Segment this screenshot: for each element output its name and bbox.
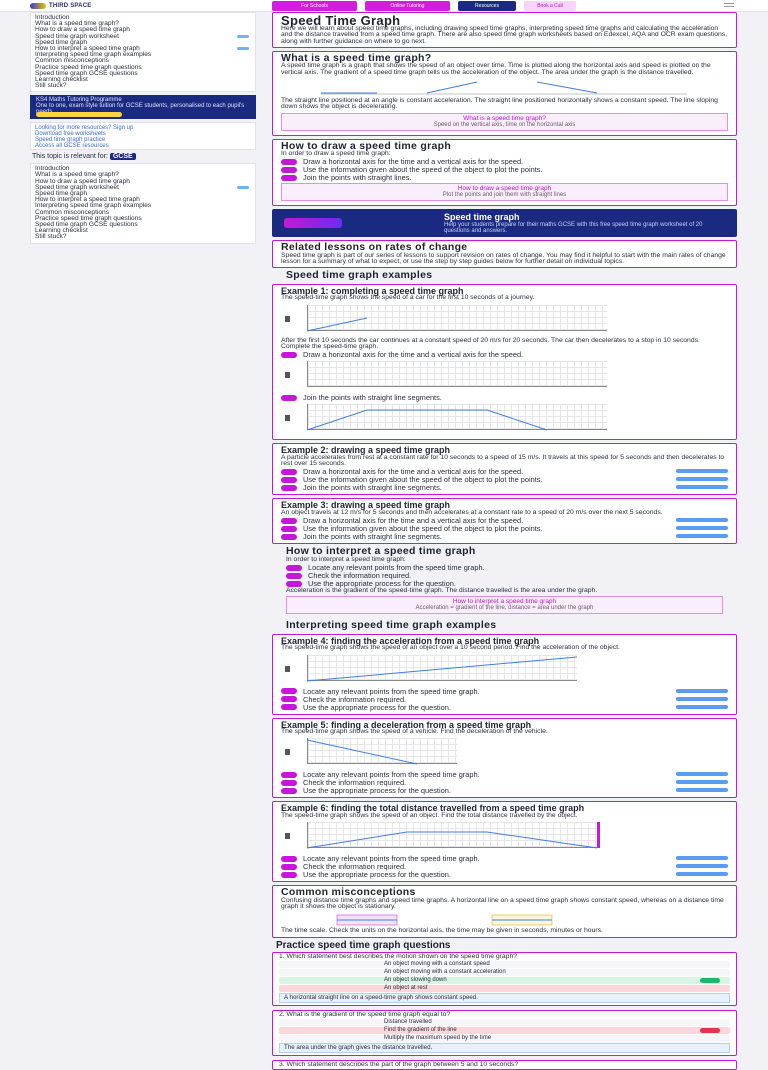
- step-number: [281, 167, 297, 173]
- nav-tab-book-call[interactable]: Book a Call: [524, 1, 576, 11]
- step-number: [281, 518, 297, 524]
- promo-button[interactable]: [36, 112, 122, 117]
- answer-label: An object at rest: [384, 984, 428, 991]
- show-step-button[interactable]: [676, 518, 728, 522]
- logo-icon: [30, 3, 46, 9]
- step-item: [281, 688, 728, 695]
- practice-question-2: [272, 1010, 737, 1056]
- axis-label-icon: [285, 316, 290, 322]
- step-text: Check the information required.: [303, 778, 407, 788]
- step-text: Check the information required.: [308, 571, 412, 581]
- step-item: [281, 855, 728, 862]
- step-number: [281, 780, 297, 786]
- nav-tab-schools[interactable]: For Schools: [272, 1, 357, 11]
- example-text: The speed-time graph shows the speed of a vehicle. Find the deceleration of the vehicle.: [281, 728, 548, 736]
- comparison-graphs-icon: [307, 913, 707, 927]
- intro-card: [272, 12, 737, 48]
- how-to-draw-card: [272, 139, 737, 207]
- step-number: [286, 573, 302, 579]
- toc-item[interactable]: Introduction: [35, 165, 70, 173]
- step-item: [281, 779, 728, 786]
- worksheet-icon: [284, 218, 342, 228]
- resource-link[interactable]: Access all GCSE resources: [35, 143, 109, 150]
- step-number: [281, 788, 297, 794]
- intro-text: Here we will learn about speed time graphs, including drawing speed time graphs, interpreting speed time graphs and calculating the acceleration and the distance travelled from a speed time graph. There are also speed time graph worksheets based on Edexcel, AQA and OCR exam questions, along with further guidance on where to go next.: [281, 25, 728, 45]
- axis-label-icon: [285, 372, 290, 378]
- example-3-card: [272, 498, 737, 544]
- wrong-icon: [700, 1028, 720, 1033]
- step-text: Locate any relevant points from the speed time graph.: [303, 686, 480, 696]
- practice-heading: Practice speed time graph questions: [276, 939, 451, 951]
- answer-option[interactable]: Multiply the maximum speed by the time: [279, 1035, 730, 1042]
- top-bar: [0, 0, 768, 12]
- example-text: An object travels at 12 m/s for 5 seconds and then accelerates at a constant rate to a speed of 20 m/s over the next 5 seconds.: [281, 508, 663, 516]
- section-text: The time scale. Check the units on the horizontal axis, the time may be given in seconds, minutes or hours.: [281, 927, 603, 935]
- worksheet-banner[interactable]: [272, 209, 737, 237]
- graph-line: [307, 655, 577, 681]
- sidebar: [30, 12, 256, 241]
- example-title: Example 1: completing a speed time graph: [281, 285, 464, 296]
- toc-item[interactable]: Practice speed time graph questions: [35, 214, 142, 222]
- related-lessons-card: [272, 240, 737, 268]
- step-item: [281, 468, 728, 475]
- example-6-card: [272, 801, 737, 882]
- key-point-callout: [281, 183, 728, 201]
- logo-text: THIRD SPACE: [49, 2, 92, 9]
- step-text: Use the appropriate process for the question.: [303, 870, 451, 880]
- step-text: Draw a horizontal axis for the time and a vertical axis for the speed.: [303, 516, 524, 526]
- nav-tab-tutoring[interactable]: Online Tutoring: [365, 1, 450, 11]
- example-title: Example 3: drawing a speed time graph: [281, 500, 451, 511]
- toc-item[interactable]: Common misconceptions: [35, 208, 110, 216]
- step-item: [281, 166, 728, 173]
- examples-heading: [272, 271, 737, 281]
- step-item: [286, 564, 723, 571]
- section-text: Confusing distance time graphs and speed time graphs. A horizontal line on a speed time graph shows constant speed, whereas on a distance time graph it shows the object is stationary.: [281, 896, 724, 911]
- step-item: [281, 517, 728, 524]
- free-badge: [237, 47, 249, 50]
- step-number: [286, 581, 302, 587]
- toc-item[interactable]: Learning checklist: [35, 75, 88, 83]
- toc-item-label: Speed time graph worksheet: [35, 183, 119, 191]
- show-step-button[interactable]: [676, 689, 728, 693]
- section-heading: How to interpret a speed time graph: [286, 545, 476, 558]
- step-number: [281, 772, 297, 778]
- answer-explanation: A horizontal straight line on a speed-time graph shows constant speed.: [279, 993, 730, 1003]
- toc-item[interactable]: Speed time graph GCSE questions: [35, 69, 138, 77]
- callout-title: How to draw a speed time graph: [457, 185, 552, 193]
- example-text: After the first 10 seconds the car continues at a constant speed of 20 m/s for 20 seconds. The car then decelerates to a stop in 10 seconds. Complete the speed-time graph.: [281, 336, 700, 351]
- show-step-button[interactable]: [676, 872, 728, 876]
- relevant-for: [30, 153, 256, 160]
- step-text: Join the points with straight lines.: [303, 173, 412, 183]
- step-text: Use the information given about the speed of the object to plot the points.: [303, 475, 543, 485]
- graph-line: [307, 822, 597, 848]
- section-text: The straight line positioned at an angle is constant acceleration. The straight line positioned horizontally shows a constant speed. The line sloping down shows the object is decelerating.: [281, 96, 718, 111]
- answer-option[interactable]: An object moving with a constant speed: [279, 961, 730, 968]
- resource-link[interactable]: Speed time graph practice: [35, 137, 106, 144]
- speed-time-graph: [285, 654, 728, 686]
- step-number: [281, 864, 297, 870]
- callout-text: Plot the points and join them with straight lines: [442, 192, 567, 199]
- step-item: [281, 394, 728, 401]
- speed-time-graph: [285, 737, 728, 769]
- example-4-card: [272, 634, 737, 715]
- example-title: Example 4: finding the acceleration from a speed time graph: [281, 635, 540, 646]
- section-text: A speed time graph is a graph that shows the speed of an object over time. Time is plotted along the horizontal axis and speed is plotted on the vertical axis. The gradient of a speed time graph tells us the acceleration of the object. The area under the graph is the distance travelled.: [281, 62, 711, 76]
- show-step-button[interactable]: [676, 772, 728, 776]
- answer-label: An object slowing down: [384, 976, 447, 983]
- axis-label-icon: [285, 749, 290, 755]
- section-heading: Interpreting speed time graph examples: [286, 619, 497, 632]
- practice-question-3: [272, 1060, 737, 1070]
- section-heading: What is a speed time graph?: [281, 51, 432, 64]
- toc-item[interactable]: Practice speed time graph questions: [35, 63, 142, 71]
- answer-option[interactable]: [279, 985, 730, 992]
- speed-time-graph: [285, 304, 728, 336]
- step-number: [281, 534, 297, 540]
- step-item: [281, 158, 728, 165]
- toc-item-label: How to interpret a speed time graph: [35, 44, 140, 52]
- toc-item[interactable]: What is a speed time graph?: [35, 171, 119, 179]
- show-step-button[interactable]: [676, 485, 728, 489]
- main-nav: [272, 1, 576, 11]
- example-graph: [285, 78, 728, 96]
- graph-line: [307, 305, 607, 331]
- toc-item[interactable]: Speed time graph: [35, 190, 88, 197]
- show-step-button[interactable]: [676, 534, 728, 538]
- section-text: In order to draw a speed time graph:: [281, 150, 391, 158]
- step-item: [281, 696, 728, 703]
- step-number: [281, 469, 297, 475]
- step-number: [286, 565, 302, 571]
- step-item: [281, 704, 728, 711]
- step-item: [286, 572, 723, 579]
- step-item: [281, 863, 728, 870]
- step-item: [281, 174, 728, 181]
- show-step-button[interactable]: [676, 856, 728, 860]
- graph-line: [307, 404, 607, 430]
- free-badge: [237, 35, 249, 38]
- step-text: Locate any relevant points from the speed time graph.: [303, 770, 480, 780]
- resource-link[interactable]: Download free worksheets: [35, 131, 106, 138]
- question-text: 1. Which statement best describes the motion shown on the speed time graph?: [279, 952, 518, 960]
- example-2-card: [272, 443, 737, 495]
- example-text: The speed-time graph shows the speed of a car for the first 10 seconds of a journey.: [281, 294, 535, 302]
- step-text: Join the points with straight line segments.: [303, 393, 442, 403]
- toc-item[interactable]: Speed time graph: [35, 38, 88, 46]
- nav-tab-resources[interactable]: Resources: [458, 1, 516, 11]
- site-logo[interactable]: [30, 0, 91, 11]
- step-text: Draw a horizontal axis for the time and a vertical axis for the speed.: [303, 157, 524, 167]
- step-text: Join the points with straight line segments.: [303, 532, 442, 542]
- main-content: [272, 12, 737, 1069]
- show-step-button[interactable]: [676, 780, 728, 784]
- menu-icon[interactable]: [724, 3, 734, 7]
- answer-option[interactable]: [279, 977, 730, 984]
- step-item: [281, 787, 728, 794]
- step-number: [281, 872, 297, 878]
- step-text: Use the appropriate process for the question.: [303, 702, 451, 712]
- toc-item[interactable]: Speed time graph GCSE questions: [35, 220, 138, 228]
- axis-label-icon: [285, 666, 290, 672]
- practice-question-1: [272, 952, 737, 1006]
- show-step-button[interactable]: [676, 469, 728, 473]
- banner-title: Speed time graph: [444, 212, 520, 223]
- table-of-contents: [30, 12, 256, 92]
- show-step-button[interactable]: [676, 705, 728, 709]
- speed-time-graph: [285, 360, 728, 392]
- step-number: [281, 526, 297, 532]
- step-text: Join the points with straight line segments.: [303, 483, 442, 493]
- resource-links: [30, 122, 256, 150]
- show-step-button[interactable]: [676, 697, 728, 701]
- resource-link[interactable]: Looking for more resources? Sign up: [35, 125, 134, 132]
- section-heading: Speed time graph examples: [286, 269, 433, 282]
- answer-label: Find the gradient of the line: [384, 1027, 457, 1034]
- step-text: Check the information required.: [303, 862, 407, 872]
- section-text: In order to interpret a speed time graph:: [286, 555, 406, 563]
- step-item: [286, 580, 723, 587]
- callout-text: Speed on the vertical axis, time on the horizontal axis: [433, 121, 576, 128]
- toc-item[interactable]: Learning checklist: [35, 227, 88, 235]
- tutoring-promo[interactable]: [30, 95, 256, 119]
- correct-icon: [700, 978, 720, 983]
- axis-label-icon: [285, 415, 290, 421]
- callout-text: Acceleration = gradient of the line, distance = area under the graph: [415, 605, 594, 612]
- callout-title: How to interpret a speed time graph: [452, 598, 557, 606]
- answer-option[interactable]: An object moving with a constant acceleration: [279, 969, 730, 976]
- example-title: Example 2: drawing a speed time graph: [281, 445, 451, 456]
- section-heading: How to draw a speed time graph: [281, 139, 452, 152]
- toc-item[interactable]: Interpreting speed time graph examples: [35, 51, 152, 59]
- toc-item[interactable]: Common misconceptions: [35, 57, 110, 65]
- step-number: [281, 688, 297, 694]
- callout-title: What is a speed time graph?: [463, 114, 546, 122]
- example-text: The speed-time graph shows the speed of an object over a 10 second period. Find the acceleration of the object.: [281, 644, 620, 652]
- comparison-graphs: [285, 912, 728, 926]
- promo-title: KS4 Maths Tutoring Programme: [36, 97, 122, 104]
- toc-item[interactable]: Interpreting speed time graph examples: [35, 202, 152, 210]
- step-number: [281, 485, 297, 491]
- step-number: [281, 175, 297, 181]
- step-number: [281, 696, 297, 702]
- interpret-examples-heading: [272, 621, 737, 631]
- interpret-section: [272, 547, 737, 618]
- promo-text: One to one, exam style tuition for GCSE students, personalised to each pupil's: [36, 103, 245, 110]
- misconceptions-card: [272, 885, 737, 937]
- toc-item[interactable]: How to draw a speed time graph: [35, 177, 130, 185]
- example-text: A particle accelerates from rest at a constant rate for 10 seconds to a speed of 15 m/s. It travels at this speed for 5 seconds and then decelerates to rest over 15 seconds.: [281, 453, 725, 468]
- step-item: [281, 525, 728, 532]
- key-point-callout: [286, 596, 723, 614]
- example-1-card: [272, 284, 737, 440]
- step-text: Locate any relevant points from the speed time graph.: [308, 563, 485, 573]
- step-item: [281, 871, 728, 878]
- answer-explanation: The area under the graph gives the distance travelled.: [279, 1043, 730, 1053]
- graph-line: [307, 738, 457, 764]
- step-number: [281, 395, 297, 401]
- what-is-card: [272, 51, 737, 136]
- speed-time-graph: [285, 403, 728, 435]
- step-text: Check the information required.: [303, 694, 407, 704]
- section-text: Acceleration is the gradient of the speed-time graph. The distance travelled is the area under the graph.: [286, 587, 598, 595]
- question-text: 3. Which statement describes the part of the graph between 5 and 10 seconds?: [279, 1061, 519, 1069]
- show-step-button[interactable]: [676, 477, 728, 481]
- step-number: [281, 477, 297, 483]
- section-text: Speed time graph is part of our series of lessons to support revision on rates of change. You may find it helpful to start with the main rates of change lesson for a summary of what to expect, or use the step by step guides below for further detail on individual topics.: [281, 251, 726, 266]
- speed-time-graph: [285, 821, 728, 853]
- show-step-button[interactable]: [676, 788, 728, 792]
- toc-item[interactable]: Still stuck?: [35, 82, 67, 90]
- toc-item[interactable]: Introduction: [35, 14, 70, 21]
- level-badge: GCSE: [110, 153, 136, 160]
- step-number: [281, 159, 297, 165]
- question-text: 2. What is the gradient of the speed time graph equal to?: [279, 1010, 451, 1018]
- example-title: Example 5: finding a deceleration from a speed time graph: [281, 719, 532, 730]
- step-item: [281, 351, 728, 358]
- toc-item[interactable]: How to draw a speed time graph: [35, 26, 130, 34]
- toc-item[interactable]: What is a speed time graph?: [35, 20, 119, 28]
- banner-text: Help your students prepare for their maths GCSE with this free speed time graph worksheet of 20 questions and answers.: [444, 222, 703, 235]
- relevant-label: This topic is relevant for:: [32, 153, 108, 161]
- answer-option[interactable]: Distance travelled: [279, 1019, 730, 1026]
- step-text: Use the information given about the speed of the object to plot the points.: [303, 165, 543, 175]
- answer-option[interactable]: [279, 1027, 730, 1034]
- show-step-button[interactable]: [676, 864, 728, 868]
- show-step-button[interactable]: [676, 526, 728, 530]
- example-text: The speed-time graph shows the speed of an object. Find the total distance travelled by the object.: [281, 811, 578, 819]
- step-item: [281, 771, 728, 778]
- step-number: [281, 704, 297, 710]
- section-heading: Related lessons on rates of change: [281, 241, 468, 254]
- example-title: Example 6: finding the total distance travelled from a speed time graph: [281, 803, 585, 814]
- step-number: [281, 856, 297, 862]
- step-text: Locate any relevant points from the speed time graph.: [303, 854, 480, 864]
- step-text: Use the appropriate process for the question.: [303, 786, 451, 796]
- graph-marker: [597, 822, 600, 848]
- step-text: Use the information given about the speed of the object to plot the points.: [303, 524, 543, 534]
- step-item: [281, 476, 728, 483]
- step-text: Draw a horizontal axis for the time and a vertical axis for the speed.: [303, 350, 524, 360]
- step-item: [281, 484, 728, 491]
- step-text: Use the appropriate process for the question.: [308, 579, 456, 589]
- step-number: [281, 352, 297, 358]
- toc-item[interactable]: How to interpret a speed time graph: [35, 196, 140, 204]
- page-title: Speed Time Graph: [281, 13, 401, 28]
- graph-grid: [307, 361, 607, 387]
- example-5-card: [272, 718, 737, 799]
- mini-graphs-icon: [307, 79, 707, 95]
- free-badge: [237, 186, 249, 189]
- section-heading: Common misconceptions: [281, 886, 416, 899]
- toc-item[interactable]: Still stuck?: [35, 233, 67, 241]
- key-point-callout: [281, 113, 728, 131]
- step-text: Draw a horizontal axis for the time and a vertical axis for the speed.: [303, 467, 524, 477]
- toc-item-label: Speed time graph worksheet: [35, 32, 119, 40]
- axis-label-icon: [285, 833, 290, 839]
- step-item: [281, 533, 728, 540]
- table-of-contents-secondary: [30, 163, 256, 243]
